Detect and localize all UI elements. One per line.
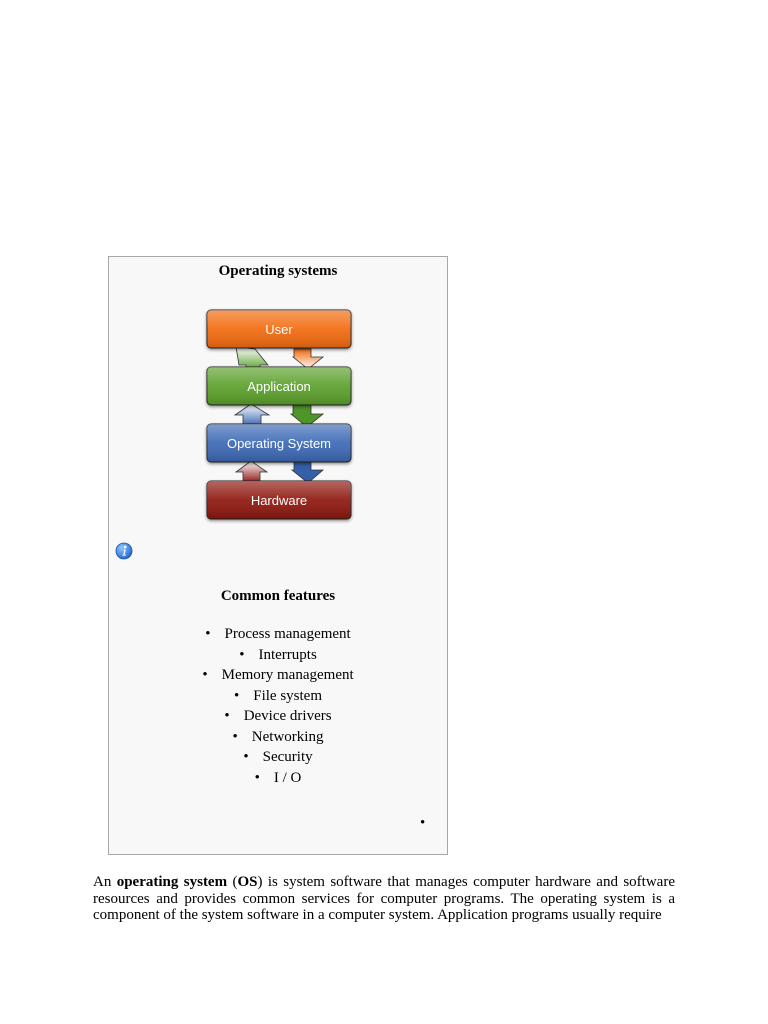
- layer-operating-system-label: Operating System: [226, 436, 332, 451]
- os-layers-diagram: [109, 257, 449, 527]
- layer-hardware: [207, 481, 351, 519]
- arrow-os-to-hw: [292, 462, 323, 483]
- list-item: • Interrupts: [239, 646, 317, 663]
- stray-bullet: •: [420, 815, 426, 831]
- paragraph-text: An: [93, 874, 117, 890]
- feature-link[interactable]: Memory management: [221, 667, 354, 683]
- list-item: • Security: [243, 749, 313, 765]
- layer-application: [207, 367, 351, 405]
- arrow-os-to-app: [235, 404, 269, 426]
- arrow-hw-to-os: [236, 461, 267, 483]
- list-item: • Memory management: [202, 667, 354, 683]
- feature-link[interactable]: Interrupts: [258, 646, 317, 663]
- list-item: • Networking: [232, 728, 324, 745]
- bold-term: OS: [237, 874, 258, 890]
- arrow-user-to-app: [293, 349, 323, 369]
- infobox-title: Operating systems: [218, 263, 338, 279]
- layer-user: [207, 310, 351, 348]
- paragraph-text: ) is system software that manages computer hardware and software resources and provides common services for computer programs. The operating system is a component of the system software in a computer system. Application programs usually require: [93, 874, 675, 923]
- layer-user-label: User: [265, 322, 293, 337]
- feature-link[interactable]: Process management: [224, 626, 351, 642]
- feature-link[interactable]: Device drivers: [243, 708, 332, 724]
- layer-hardware-label: Hardware: [250, 493, 308, 508]
- article-paragraph: [93, 874, 675, 924]
- feature-link[interactable]: File system: [253, 687, 323, 704]
- list-item: • Device drivers: [224, 708, 332, 724]
- list-item: • File system: [233, 687, 323, 704]
- feature-link[interactable]: Security: [262, 749, 313, 765]
- list-item: • I / O: [254, 769, 302, 786]
- features-title: Common features: [220, 588, 336, 604]
- feature-link[interactable]: Networking: [251, 728, 324, 745]
- layer-application-label: Application: [247, 379, 311, 394]
- infobox: [108, 256, 448, 855]
- features-list: [109, 624, 447, 788]
- paragraph-text: (: [227, 874, 238, 890]
- bold-term: operating system: [116, 874, 228, 890]
- list-item: • Process management: [205, 626, 351, 642]
- layer-operating-system: [207, 424, 351, 462]
- info-icon[interactable]: [115, 542, 133, 560]
- feature-link[interactable]: I / O: [273, 769, 302, 786]
